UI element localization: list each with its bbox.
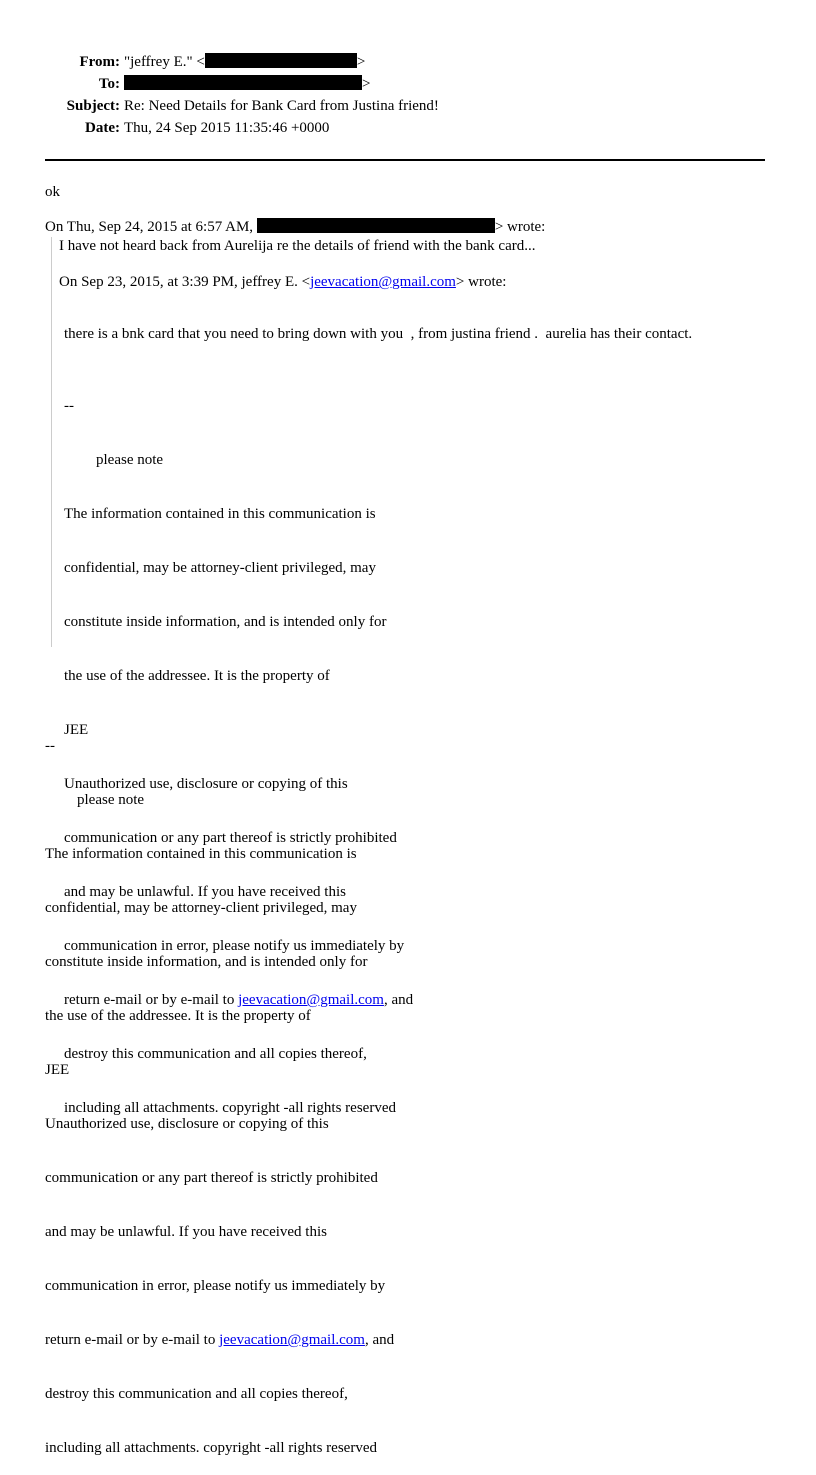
reply-text: ok xyxy=(45,184,60,200)
quote-intro-prefix: On Thu, Sep 24, 2015 at 6:57 AM, xyxy=(45,219,257,235)
sig-line: Unauthorized use, disclosure or copying of this xyxy=(45,1116,329,1132)
date-value: Thu, 24 Sep 2015 11:35:46 +0000 xyxy=(124,120,330,136)
inner-intro-suffix: > wrote: xyxy=(455,274,507,290)
sig-line: and may be unlawful. If you have received this xyxy=(64,884,346,900)
date-label: Date: xyxy=(85,120,120,136)
sig-line: JEE xyxy=(45,1062,70,1078)
sig-line: and may be unlawful. If you have received this xyxy=(45,1224,327,1240)
sig-line: communication or any part thereof is strictly prohibited xyxy=(64,830,397,846)
from-value xyxy=(124,52,365,72)
quote-bar xyxy=(51,237,52,647)
to-close: > xyxy=(362,76,371,92)
sig-dashes: -- xyxy=(45,738,55,754)
subject-row xyxy=(0,96,816,116)
sig-line xyxy=(45,1331,394,1349)
sig-line: communication or any part thereof is strictly prohibited xyxy=(45,1170,378,1186)
redacted-quote-sender xyxy=(257,218,495,233)
inner-intro-email-link[interactable]: jeevacation@gmail.com xyxy=(310,274,456,290)
sig-email-link[interactable]: jeevacation@gmail.com xyxy=(238,992,384,1008)
outer-signature xyxy=(45,701,394,1475)
to-label: To: xyxy=(98,76,120,92)
sig-line-suffix: , and xyxy=(383,992,414,1008)
from-sender: "jeffrey E." < xyxy=(124,54,205,70)
sig-line: including all attachments. copyright -all rights reserved xyxy=(45,1440,377,1456)
sig-line: the use of the addressee. It is the property of xyxy=(45,1008,311,1024)
from-row xyxy=(0,52,816,72)
sig-line: communication in error, please notify us immediately by xyxy=(45,1278,386,1294)
sig-dashes: -- xyxy=(64,398,74,414)
sig-line: confidential, may be attorney-client privileged, may xyxy=(45,900,357,916)
quoted-line: I have not heard back from Aurelija re the details of friend with the bank card... xyxy=(59,238,536,254)
sig-line-prefix: return e-mail or by e-mail to xyxy=(45,1332,220,1348)
from-close: > xyxy=(356,54,366,70)
inner-quote-intro xyxy=(59,273,506,291)
sig-line: destroy this communication and all copies thereof, xyxy=(45,1386,348,1402)
sig-line: constitute inside information, and is intended only for xyxy=(64,614,387,630)
sig-line: destroy this communication and all copies thereof, xyxy=(64,1046,367,1062)
sig-line: Unauthorized use, disclosure or copying of this xyxy=(64,776,348,792)
sig-line: the use of the addressee. It is the property of xyxy=(64,668,330,684)
date-row xyxy=(0,118,816,138)
quote-intro xyxy=(45,218,545,236)
sig-note: please note xyxy=(96,452,164,468)
sig-line: JEE xyxy=(64,722,89,738)
sig-line-suffix: , and xyxy=(364,1332,395,1348)
subject-label: Subject: xyxy=(66,98,120,114)
sig-line: constitute inside information, and is intended only for xyxy=(45,954,368,970)
from-label: From: xyxy=(79,54,120,70)
sig-line: confidential, may be attorney-client privileged, may xyxy=(64,560,376,576)
redacted-to-email xyxy=(124,75,362,90)
inner-intro-prefix: On Sep 23, 2015, at 3:39 PM, jeffrey E. < xyxy=(59,274,311,290)
sig-email-link[interactable]: jeevacation@gmail.com xyxy=(219,1332,365,1348)
sig-line-prefix: return e-mail or by e-mail to xyxy=(64,992,239,1008)
sig-note: please note xyxy=(77,792,145,808)
quote-intro-suffix: > wrote: xyxy=(494,219,546,235)
sig-line: The information contained in this communication is xyxy=(45,846,357,862)
to-row xyxy=(0,74,816,94)
sig-line: The information contained in this communication is xyxy=(64,506,376,522)
sig-line: communication in error, please notify us immediately by xyxy=(64,938,405,954)
header-divider xyxy=(45,159,765,161)
inner-message: there is a bnk card that you need to bring down with you , from justina friend . aurelia has their contact. xyxy=(64,326,693,342)
redacted-from-email xyxy=(205,53,357,68)
subject-value: Re: Need Details for Bank Card from Justina friend! xyxy=(124,98,439,114)
to-value xyxy=(124,74,370,94)
sig-line: including all attachments. copyright -all rights reserved xyxy=(64,1100,396,1116)
